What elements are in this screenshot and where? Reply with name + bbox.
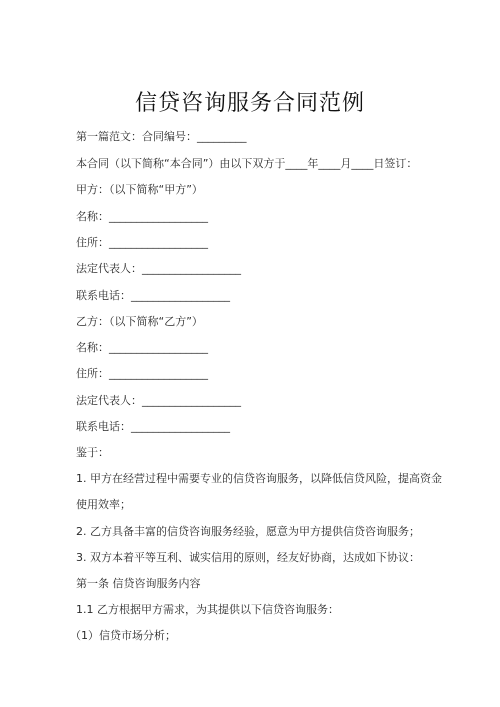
party-b-phone: 联系电话：__________________ [76, 420, 230, 433]
service-item-1: （1）信贷市场分析； [70, 629, 176, 642]
article-1-heading: 第一条 信贷咨询服务内容 [76, 577, 201, 590]
article-1-1: 1.1 乙方根据甲方需求，为其提供以下信贷咨询服务： [76, 603, 339, 616]
contract-intro-line: 本合同（以下简称“本合同”）由以下双方于____年____月____日签订： [76, 157, 418, 170]
party-a-name: 名称：__________________ [76, 210, 208, 223]
whereas-heading: 鉴于： [76, 446, 109, 459]
contract-number-line: 第一篇范文：合同编号：_________ [76, 130, 247, 143]
party-a-phone: 联系电话：__________________ [76, 289, 230, 302]
party-b-address: 住所：__________________ [76, 367, 208, 380]
whereas-item-2: 2. 乙方具备丰富的信贷咨询服务经验，愿意为甲方提供信贷咨询服务； [76, 525, 420, 538]
party-a-heading: 甲方：（以下简称“甲方”） [76, 183, 203, 196]
document-title: 信贷咨询服务合同范例 [134, 91, 365, 116]
party-a-legal-rep: 法定代表人：__________________ [76, 262, 241, 275]
whereas-item-1: 1. 甲方在经营过程中需要专业的信贷咨询服务，以降低信贷风险，提高资金使用效率； [76, 472, 442, 511]
party-b-legal-rep: 法定代表人：__________________ [76, 394, 241, 407]
party-b-heading: 乙方：（以下简称“乙方”） [76, 315, 203, 328]
party-b-name: 名称：__________________ [76, 341, 208, 354]
whereas-item-3: 3. 双方本着平等互利、诚实信用的原则，经友好协商，达成如下协议： [76, 551, 420, 564]
party-a-address: 住所：__________________ [76, 236, 208, 249]
